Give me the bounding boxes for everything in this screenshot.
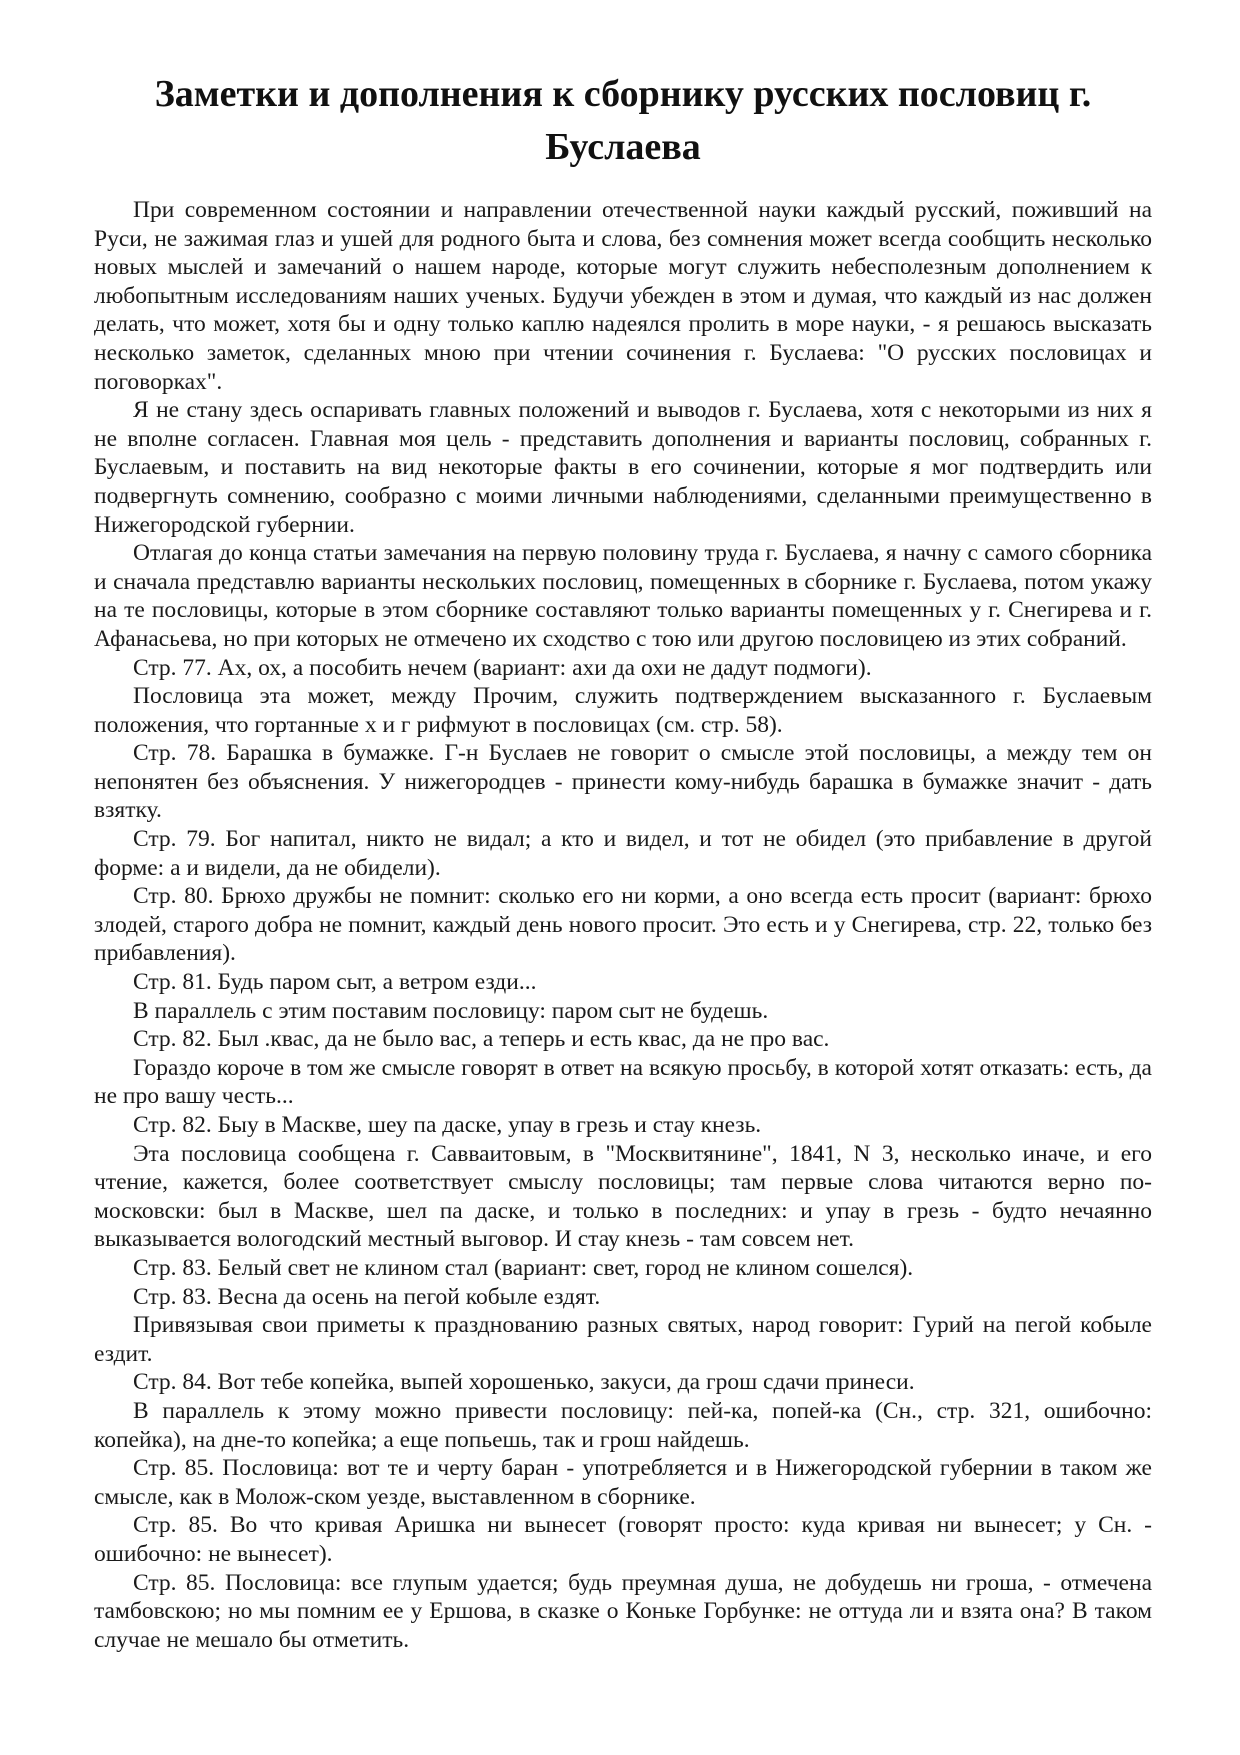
paragraph: Эта пословица сообщена г. Савваитовым, в "Москвитянине", 1841, N 3, несколько иначе, и его чтение, кажется, более соответствует смыслу пословицы; там первые слова читаются верно по-московски: был в Маскве, шел па даске, и только в последних: и упау в грезь - будто нечаянно выказывается вологодский местный выговор. И стау кнезь - там совсем нет. <box>94 1140 1152 1253</box>
paragraph: Пословица эта может, между Прочим, служить подтверждением высказанного г. Буслаевым положения, что гортанные х и г рифмуют в пословицах (см. стр. 58). <box>94 683 1152 738</box>
paragraph: Стр. 83. Весна да осень на пегой кобыле ездят. <box>133 1283 601 1310</box>
paragraph: Привязывая свои приметы к празднованию разных святых, народ говорит: Гурий на пегой кобыле ездит. <box>94 1312 1152 1367</box>
paragraph: Стр. 85. Пословица: вот те и черту баран - употребляется и в Нижегородской губернии в таком же смысле, как в Молож-ском уезде, выставленном в сборнике. <box>94 1455 1152 1510</box>
paragraph: В параллель к этому можно привести пословицу: пей-ка, попей-ка (Сн., стр. 321, ошибочно: копейка), на дне-то копейка; а еще попьешь, так и грош найдешь. <box>94 1397 1152 1453</box>
paragraph: Стр. 80. Брюхо дружбы не помнит: сколько его ни корми, а оно всегда есть просит (вариант: брюхо злодей, старого добра не помнит, каждый день нового просит. Это есть и у Снегирева, стр. 22, только без прибавления). <box>94 883 1152 967</box>
paragraph: Гораздо короче в том же смысле говорят в ответ на всякую просьбу, в которой хотят отказать: есть, да не про вашу честь... <box>94 1054 1152 1110</box>
paragraph: Стр. 78. Барашка в бумажке. Г-н Буслаев не говорит о смысле этой пословицы, а между тем он непонятен без объяснения. У нижегородцев - принести кому-нибудь барашка в бумажке значит - дать взятку. <box>94 740 1152 824</box>
paragraph: В параллель с этим поставим пословицу: паром сыт не будешь. <box>133 997 769 1024</box>
paragraph: Стр. 85. Пословица: все глупым удается; будь преумная душа, не добудешь ни гроша, - отмечена тамбовскою; но мы помним ее у Ершова, в сказке о Коньке Горбунке: не оттуда ли и взята она? В таком случае не мешало бы отметить. <box>94 1569 1152 1653</box>
document-body <box>94 196 1152 1654</box>
paragraph: Отлагая до конца статьи замечания на первую половину труда г. Буслаева, я начну с самого сборника и сначала представлю варианты нескольких пословиц, помещенных в сборнике г. Буслаева, потом укажу на те пословицы, которые в этом сборнике составляют только варианты помещенных у г. Снегирева и г. Афанасьева, но при которых не отмечено их сходство с тою или другою пословицею из этих собраний. <box>94 540 1152 652</box>
paragraph: Стр. 83. Белый свет не клином стал (вариант: свет, город не клином сошелся). <box>133 1254 914 1281</box>
paragraph: Стр. 77. Ах, ох, а пособить нечем (вариант: ахи да охи не дадут подмоги). <box>133 654 872 681</box>
paragraph: При современном состоянии и направлении отечественной науки каждый русский, поживший на Руси, не зажимая глаз и ушей для родного быта и слова, без сомнения может всегда сообщить несколько новых мыслей и замечаний о нашем народе, которые могут служить небесполезным дополнением к любопытным исследованиям наших ученых. Будучи убежден в этом и думая, что каждый из нас должен делать, что может, хотя бы и одну только каплю надеялся пролить в море науки, - я решаюсь высказать несколько заметок, сделанных мною при чтении сочинения г. Буслаева: "О русских пословицах и поговорках". <box>94 197 1152 395</box>
document-page <box>94 68 1152 1654</box>
paragraph: Стр. 79. Бог напитал, никто не видал; а кто и видел, и тот не обидел (это прибавление в другой форме: а и видели, да не обидели). <box>94 826 1152 881</box>
paragraph: Стр. 84. Вот тебе копейка, выпей хорошенько, закуси, да грош сдачи принеси. <box>133 1369 915 1396</box>
paragraph: Я не стану здесь оспаривать главных положений и выводов г. Буслаева, хотя с некоторыми из них я не вполне согласен. Главная моя цель - представить дополнения и варианты пословиц, собранных г. Буслаевым, и поставить на вид некоторые факты в его сочинении, которые я мог подтвердить или подвергнуть сомнению, сообразно с моими личными наблюдениями, сделанными преимущественно в Нижегородской губернии. <box>94 397 1152 538</box>
document-title: Заметки и дополнения к сборнику русских пословиц г. Буслаева <box>154 73 1092 168</box>
paragraph: Стр. 81. Будь паром сыт, а ветром езди... <box>133 969 537 996</box>
paragraph: Стр. 82. Был .квас, да не было вас, а теперь и есть квас, да не про вас. <box>133 1026 830 1053</box>
paragraph: Стр. 85. Во что кривая Аришка ни вынесет (говорят просто: куда кривая ни вынесет; у Сн. - ошибочно: не вынесет). <box>94 1512 1152 1567</box>
paragraph: Стр. 82. Быу в Маскве, шеу па даске, упау в грезь и стау кнезь. <box>133 1112 762 1138</box>
